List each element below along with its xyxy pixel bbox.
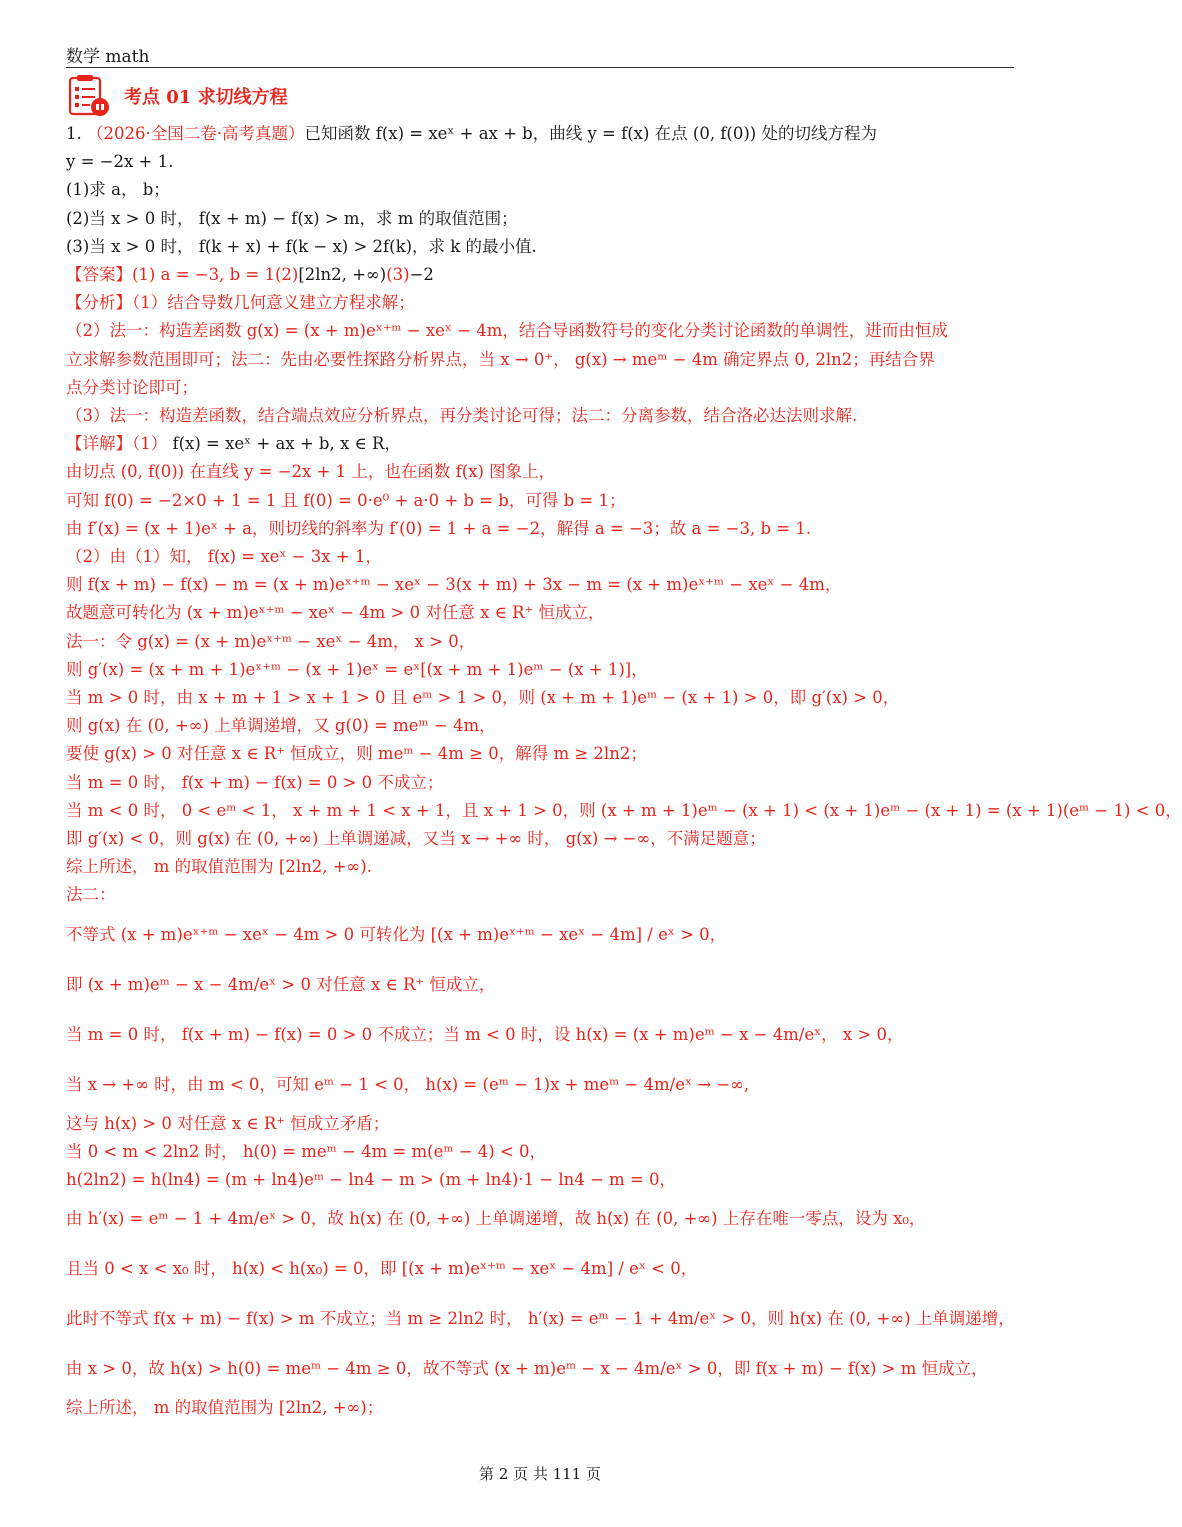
answer-part-2-label: (2): [274, 265, 299, 285]
answer-part-3-label: (3): [386, 265, 410, 285]
answer-line: [66, 261, 1016, 289]
detail-line: h(2ln2) = h(ln4) = (m + ln4)eᵐ − ln4 − m > (m + ln4)·1 − ln4 − m = 0，: [66, 1170, 677, 1190]
answer-label: 【答案】: [66, 265, 132, 285]
problem-stem-cont: y = −2x + 1.: [66, 152, 174, 172]
detail-label: 【详解】（1）: [66, 434, 168, 454]
detail-line: 即 (x + m)eᵐ − x − 4m/eˣ > 0 对任意 x ∈ R⁺ 恒成立，: [66, 974, 496, 994]
detail-line: 当 x → +∞ 时，由 m < 0，可知 eᵐ − 1 < 0， h(x) = (eᵐ − 1)x + meᵐ − 4m/eˣ → −∞,: [66, 1074, 750, 1094]
analysis-line: （3）法一：构造差函数，结合端点效应分析界点，再分类讨论可得；法二：分离参数，结合洛必达法则求解.: [66, 406, 858, 426]
problem-number: 1.: [66, 124, 87, 143]
detail-line: 则 g′(x) = (x + m + 1)eˣ⁺ᵐ − (x + 1)eˣ = eˣ[(x + m + 1)eᵐ − (x + 1)]，: [66, 659, 648, 679]
detail-text: f(x) = xeˣ + ax + b, x ∈ R，: [167, 434, 401, 454]
detail-line: 由切点 (0, f(0)) 在直线 y = −2x + 1 上，也在函数 f(x) 图象上，: [66, 462, 556, 482]
analysis-line: 【分析】（1）结合导数几何意义建立方程求解；: [66, 293, 415, 313]
section-title: 考点 01 求切线方程: [124, 87, 288, 108]
analysis-line: 立求解参数范围即可；法二：先由必要性探路分析界点，当 x → 0⁺， g(x) → meᵐ − 4m 确定界点 0, 2ln2；再结合界: [66, 349, 935, 369]
document-body: [66, 120, 1182, 1423]
analysis-line: （2）法一：构造差函数 g(x) = (x + m)eˣ⁺ᵐ − xeˣ − 4m，结合导函数符号的变化分类讨论函数的单调性，进而由恒成: [66, 321, 948, 341]
section-heading: [66, 72, 288, 120]
answer-part-2: [2ln2, +∞): [298, 265, 387, 285]
detail-line: 可知 f(0) = −2×0 + 1 = 1 且 f(0) = 0·e⁰ + a·0 + b = b，可得 b = 1；: [66, 490, 626, 510]
detail-line: 且当 0 < x < x₀ 时， h(x) < h(x₀) = 0，即 [(x + m)eˣ⁺ᵐ − xeˣ − 4m] / eˣ < 0，: [66, 1259, 698, 1279]
problem-stem-text: 已知函数 f(x) = xeˣ + ax + b，曲线 y = f(x) 在点 (0, f(0)) 处的切线方程为: [304, 124, 877, 143]
detail-line: [66, 430, 1016, 458]
detail-line: 不等式 (x + m)eˣ⁺ᵐ − xeˣ − 4m > 0 可转化为 [(x + m)eˣ⁺ᵐ − xeˣ − 4m] / eˣ > 0，: [66, 924, 727, 944]
detail-line: 当 m > 0 时，由 x + m + 1 > x + 1 > 0 且 eᵐ > 1 > 0，则 (x + m + 1)eᵐ − (x + 1) > 0，即 g′(x) > 0，: [66, 688, 900, 708]
question-3: (3)当 x > 0 时， f(k + x) + f(k − x) > 2f(k)，求 k 的最小值.: [66, 236, 537, 256]
detail-line: 法二：: [66, 885, 116, 905]
question-2: (2)当 x > 0 时， f(x + m) − f(x) > m，求 m 的取值范围；: [66, 208, 518, 228]
header-divider: [66, 67, 1014, 68]
detail-line: 由 h′(x) = eᵐ − 1 + 4m/eˣ > 0，故 h(x) 在 (0, +∞) 上单调递增，故 h(x) 在 (0, +∞) 上存在唯一零点，设为 x₀，: [66, 1209, 926, 1229]
question-1: (1)求 a， b；: [66, 180, 170, 200]
checklist-document-icon: [66, 73, 112, 119]
detail-line: 即 g′(x) < 0，则 g(x) 在 (0, +∞) 上单调递减，又当 x → +∞ 时， g(x) → −∞，不满足题意；: [66, 829, 766, 849]
detail-line: 则 g(x) 在 (0, +∞) 上单调递增，又 g(0) = meᵐ − 4m，: [66, 716, 496, 736]
detail-line: 故题意可转化为 (x + m)eˣ⁺ᵐ − xeˣ − 4m > 0 对任意 x ∈ R⁺ 恒成立，: [66, 603, 605, 623]
detail-line: （2）由（1）知， f(x) = xeˣ − 3x + 1，: [66, 547, 382, 567]
detail-line: 综上所述， m 的取值范围为 [2ln2, +∞).: [66, 857, 372, 877]
detail-line: 要使 g(x) > 0 对任意 x ∈ R⁺ 恒成立，则 meᵐ − 4m ≥ 0，解得 m ≥ 2ln2；: [66, 744, 647, 764]
detail-line: 则 f(x + m) − f(x) − m = (x + m)eˣ⁺ᵐ − xeˣ − 3(x + m) + 3x − m = (x + m)eˣ⁺ᵐ − xeˣ − 4m，: [66, 575, 842, 595]
detail-line: 此时不等式 f(x + m) − f(x) > m 不成立；当 m ≥ 2ln2 时， h′(x) = eᵐ − 1 + 4m/eˣ > 0，则 h(x) 在 (0, +∞) 上单调递增，: [66, 1309, 1015, 1329]
problem-source: （2026·全国二卷·高考真题）: [87, 124, 305, 143]
problem-stem: [66, 120, 1016, 148]
header-title: 数学 math: [66, 47, 150, 67]
detail-line: 综上所述， m 的取值范围为 [2ln2, +∞)；: [66, 1398, 384, 1418]
answer-part-1: (1) a = −3, b = 1: [132, 265, 275, 285]
detail-line: 这与 h(x) > 0 对任意 x ∈ R⁺ 恒成立矛盾；: [66, 1113, 390, 1133]
answer-part-3: −2: [409, 265, 434, 285]
detail-line: 当 m = 0 时， f(x + m) − f(x) = 0 > 0 不成立；: [66, 772, 444, 792]
detail-line: 当 m = 0 时， f(x + m) − f(x) = 0 > 0 不成立；当 m < 0 时，设 h(x) = (x + m)eᵐ − x − 4m/eˣ， x > 0，: [66, 1024, 904, 1044]
detail-line: 当 m < 0 时， 0 < eᵐ < 1， x + m + 1 < x + 1，且 x + 1 > 0，则 (x + m + 1)eᵐ − (x + 1) < (x + 1)eᵐ − (x + 1) = (x + 1)(eᵐ − 1) < 0，: [66, 800, 1182, 820]
detail-line: 由 f′(x) = (x + 1)eˣ + a，则切线的斜率为 f′(0) = 1 + a = −2，解得 a = −3；故 a = −3, b = 1.: [66, 518, 812, 538]
analysis-line: 点分类讨论即可；: [66, 377, 198, 397]
detail-line: 由 x > 0，故 h(x) > h(0) = meᵐ − 4m ≥ 0，故不等式 (x + m)eᵐ − x − 4m/eˣ > 0，即 f(x + m) − f(x) > m 恒成立，: [66, 1359, 988, 1379]
detail-line: 法一：令 g(x) = (x + m)eˣ⁺ᵐ − xeˣ − 4m， x > 0，: [66, 631, 476, 651]
detail-line: 当 0 < m < 2ln2 时， h(0) = meᵐ − 4m = m(eᵐ − 4) < 0，: [66, 1141, 547, 1161]
page-number: 第 2 页 共 111 页: [478, 1465, 601, 1483]
